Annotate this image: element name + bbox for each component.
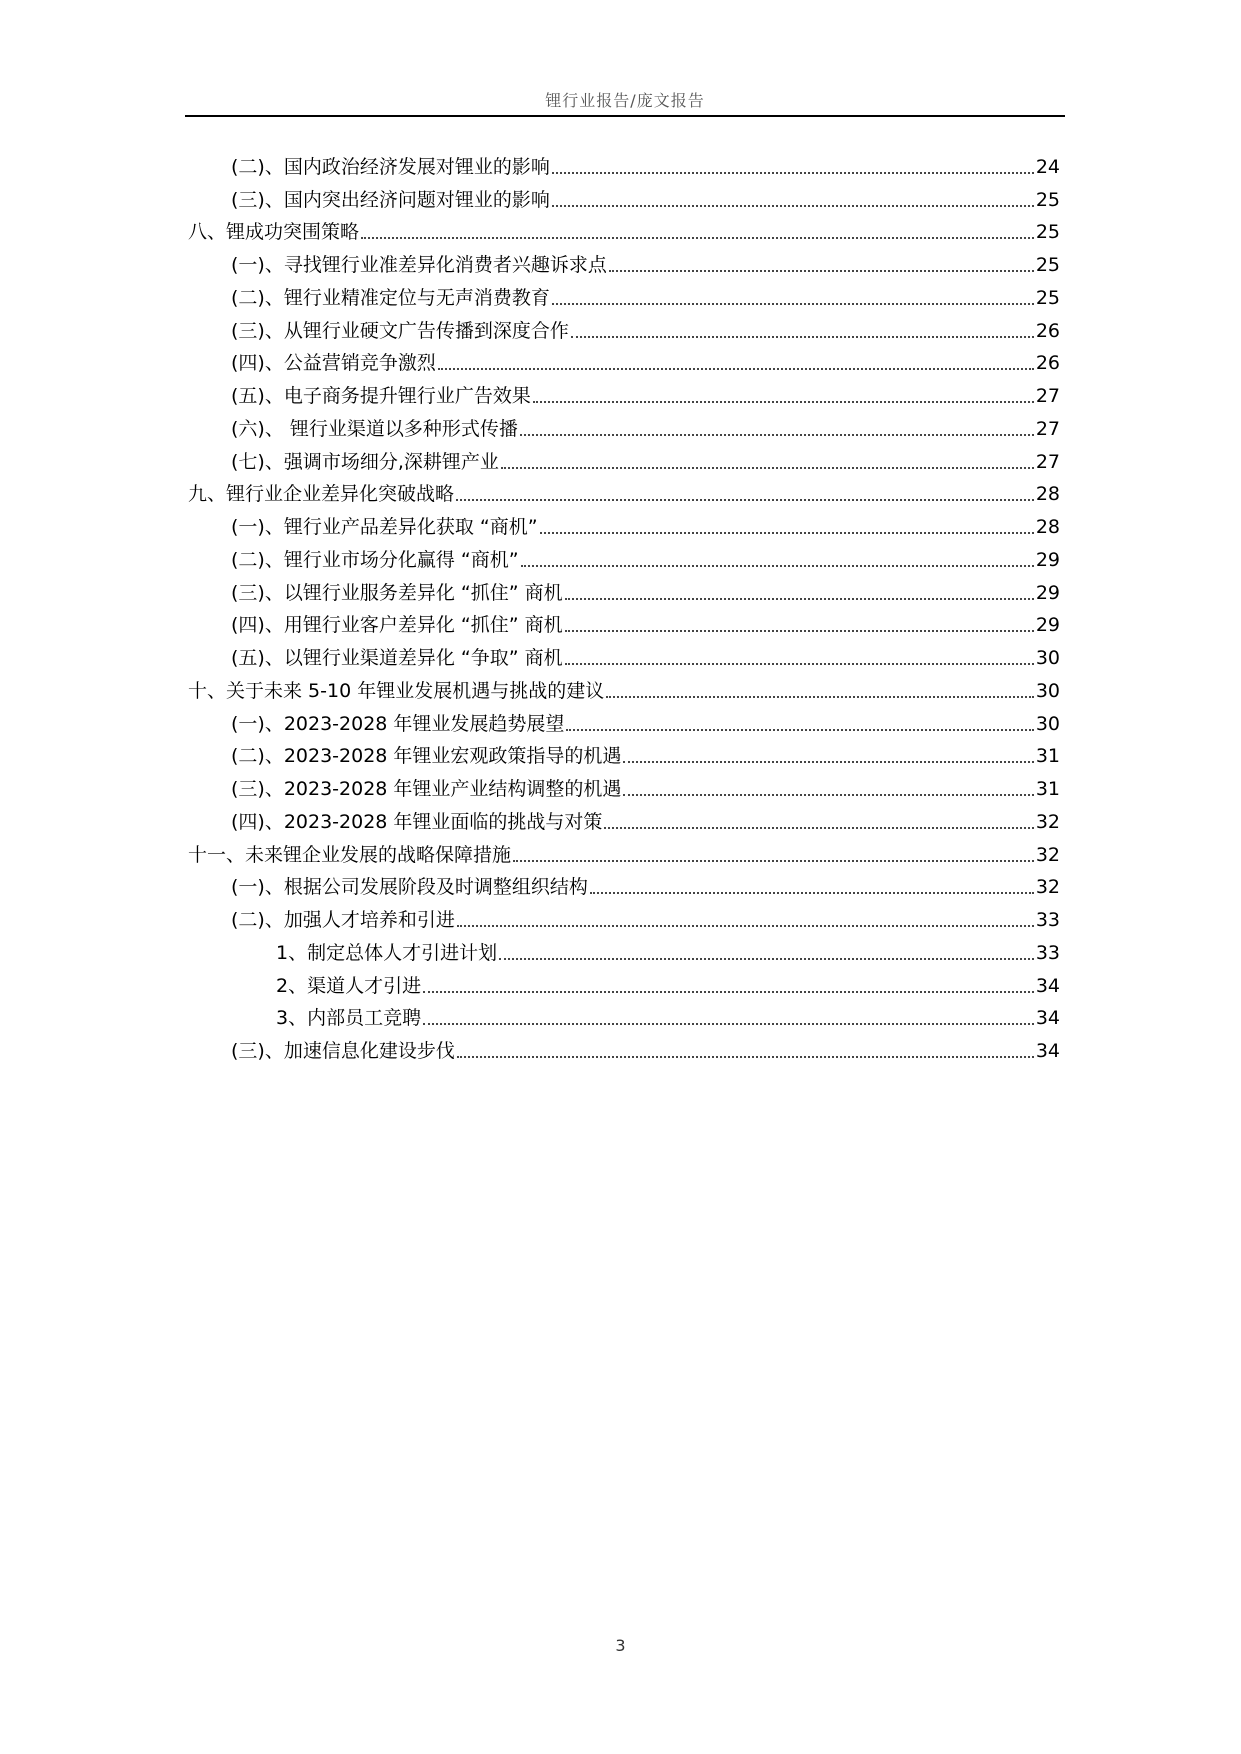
toc-entry[interactable] — [188, 150, 1060, 183]
toc-entry-page: 27 — [1035, 385, 1060, 407]
toc-entry[interactable] — [188, 412, 1060, 445]
toc-entry[interactable] — [188, 281, 1060, 314]
toc-entry-page: 33 — [1035, 909, 1060, 931]
toc-entry-page: 24 — [1035, 155, 1060, 178]
toc-entry[interactable] — [188, 674, 1060, 707]
toc-entry-page: 34 — [1035, 974, 1060, 997]
toc-entry-title: (四)、公益营销竞争激烈 — [231, 352, 436, 375]
toc-entry-title: (三)、从锂行业硬文广告传播到深度合作 — [231, 319, 569, 342]
toc-entry-page: 33 — [1035, 941, 1060, 964]
toc-entry[interactable] — [188, 838, 1060, 871]
toc-dot-leader — [501, 467, 1034, 469]
toc-entry-title: (二)、加强人才培养和引进 — [231, 909, 455, 931]
toc-dot-leader — [423, 1023, 1034, 1025]
toc-entry-page: 28 — [1035, 483, 1060, 506]
toc-entry-page: 25 — [1035, 188, 1060, 211]
toc-entry-page: 27 — [1035, 450, 1060, 473]
toc-entry-title: (一)、根据公司发展阶段及时调整组织结构 — [231, 876, 588, 899]
toc-entry[interactable] — [188, 347, 1060, 380]
toc-entry-page: 34 — [1035, 1007, 1060, 1030]
toc-entry[interactable] — [188, 478, 1060, 511]
toc-entry-title: 十、关于未来 5-10 年锂业发展机遇与挑战的建议 — [188, 679, 605, 702]
toc-dot-leader — [552, 303, 1034, 305]
toc-dot-leader — [565, 663, 1034, 665]
toc-entry-page: 25 — [1035, 221, 1060, 244]
toc-dot-leader — [499, 958, 1034, 960]
toc-entry-title: 九、锂行业企业差异化突破战略 — [188, 483, 455, 506]
toc-entry-page: 29 — [1035, 614, 1060, 637]
toc-dot-leader — [513, 860, 1034, 862]
toc-entry-title: (三)、以锂行业服务差异化 “抓住” 商机 — [231, 581, 563, 604]
toc-entry[interactable] — [188, 969, 1060, 1002]
toc-entry-title: 2、渠道人才引进 — [276, 974, 422, 997]
toc-entry-page: 30 — [1035, 712, 1060, 735]
toc-entry[interactable] — [188, 510, 1060, 543]
toc-entry-title: 八、锂成功突围策略 — [188, 221, 360, 244]
toc-entry-title: 1、制定总体人才引进计划 — [276, 941, 498, 964]
toc-entry-page: 30 — [1035, 647, 1060, 669]
toc-dot-leader — [552, 172, 1034, 174]
toc-entry[interactable] — [188, 379, 1060, 412]
toc-dot-leader — [552, 205, 1034, 207]
toc-dot-leader — [521, 565, 1034, 567]
toc-entry[interactable] — [188, 772, 1060, 805]
toc-entry[interactable] — [188, 740, 1060, 773]
toc-entry[interactable] — [188, 871, 1060, 904]
toc-entry[interactable] — [188, 216, 1060, 249]
toc-entry[interactable] — [188, 543, 1060, 576]
toc-dot-leader — [361, 237, 1034, 239]
toc-entry-page: 27 — [1035, 417, 1060, 440]
toc-entry-title: (三)、国内突出经济问题对锂业的影响 — [231, 188, 550, 211]
toc-entry-title: (二)、锂行业精准定位与无声消费教育 — [231, 286, 550, 309]
toc-entry[interactable] — [188, 1034, 1060, 1067]
toc-dot-leader — [540, 532, 1034, 534]
toc-entry-title: (三)、2023-2028 年锂业产业结构调整的机遇 — [231, 778, 622, 800]
toc-entry-title: (五)、以锂行业渠道差异化 “争取” 商机 — [231, 647, 563, 669]
toc-dot-leader — [566, 729, 1033, 731]
toc-dot-leader — [609, 270, 1034, 272]
toc-entry-title: (七)、强调市场细分,深耕锂产业 — [231, 450, 499, 473]
toc-entry-page: 32 — [1035, 876, 1060, 899]
toc-dot-leader — [604, 827, 1033, 829]
table-of-contents — [188, 150, 1060, 1067]
toc-entry-page: 30 — [1035, 679, 1060, 702]
toc-entry-page: 26 — [1035, 352, 1060, 375]
toc-dot-leader — [533, 401, 1034, 403]
toc-entry[interactable] — [188, 445, 1060, 478]
toc-entry[interactable] — [188, 1002, 1060, 1035]
toc-entry-title: (一)、2023-2028 年锂业发展趋势展望 — [231, 712, 565, 735]
toc-dot-leader — [457, 1056, 1034, 1058]
toc-entry-page: 28 — [1035, 516, 1060, 538]
toc-entry[interactable] — [188, 805, 1060, 838]
toc-entry-page: 31 — [1035, 778, 1060, 800]
toc-entry-page: 26 — [1035, 319, 1060, 342]
toc-entry-page: 25 — [1035, 286, 1060, 309]
toc-dot-leader — [457, 925, 1034, 927]
toc-dot-leader — [565, 598, 1034, 600]
toc-dot-leader — [606, 696, 1034, 698]
toc-entry-title: (二)、锂行业市场分化赢得 “商机” — [231, 548, 519, 571]
toc-entry-title: (一)、寻找锂行业准差异化消费者兴趣诉求点 — [231, 254, 607, 276]
toc-entry-page: 29 — [1035, 581, 1060, 604]
toc-dot-leader — [423, 991, 1034, 993]
toc-entry[interactable] — [188, 641, 1060, 674]
toc-dot-leader — [438, 368, 1034, 370]
toc-entry-title: (四)、用锂行业客户差异化 “抓住” 商机 — [231, 614, 563, 637]
toc-entry-title: (六)、 锂行业渠道以多种形式传播 — [231, 417, 518, 440]
toc-entry-title: (四)、2023-2028 年锂业面临的挑战与对策 — [231, 810, 603, 833]
toc-entry-page: 32 — [1035, 810, 1060, 833]
toc-entry[interactable] — [188, 707, 1060, 740]
toc-entry-page: 34 — [1035, 1040, 1060, 1062]
toc-entry-page: 32 — [1035, 843, 1060, 866]
toc-entry[interactable] — [188, 576, 1060, 609]
toc-entry-title: (二)、2023-2028 年锂业宏观政策指导的机遇 — [231, 745, 622, 768]
toc-entry-title: (二)、国内政治经济发展对锂业的影响 — [231, 155, 550, 178]
toc-entry-page: 29 — [1035, 548, 1060, 571]
toc-entry-title: 3、内部员工竞聘 — [276, 1007, 422, 1030]
page-header: 锂行业报告/庞文报告 — [545, 91, 705, 110]
toc-dot-leader — [590, 892, 1034, 894]
toc-entry-page: 25 — [1035, 254, 1060, 276]
toc-dot-leader — [623, 761, 1033, 763]
toc-dot-leader — [520, 434, 1034, 436]
toc-dot-leader — [623, 794, 1033, 796]
toc-entry-title: (五)、电子商务提升锂行业广告效果 — [231, 385, 531, 407]
toc-entry-title: (一)、锂行业产品差异化获取 “商机” — [231, 516, 538, 538]
toc-dot-leader — [456, 499, 1034, 501]
toc-entry[interactable] — [188, 609, 1060, 642]
toc-entry[interactable] — [188, 936, 1060, 969]
toc-dot-leader — [571, 336, 1034, 338]
toc-entry-page: 31 — [1035, 745, 1060, 768]
page-number: 3 — [615, 1636, 626, 1655]
toc-entry-title: (三)、加速信息化建设步伐 — [231, 1040, 455, 1062]
toc-entry[interactable] — [188, 314, 1060, 347]
toc-entry[interactable] — [188, 903, 1060, 936]
toc-entry[interactable] — [188, 183, 1060, 216]
header-divider — [185, 115, 1065, 117]
toc-entry-title: 十一、未来锂企业发展的战略保障措施 — [188, 843, 512, 866]
toc-entry[interactable] — [188, 248, 1060, 281]
toc-dot-leader — [565, 630, 1034, 632]
